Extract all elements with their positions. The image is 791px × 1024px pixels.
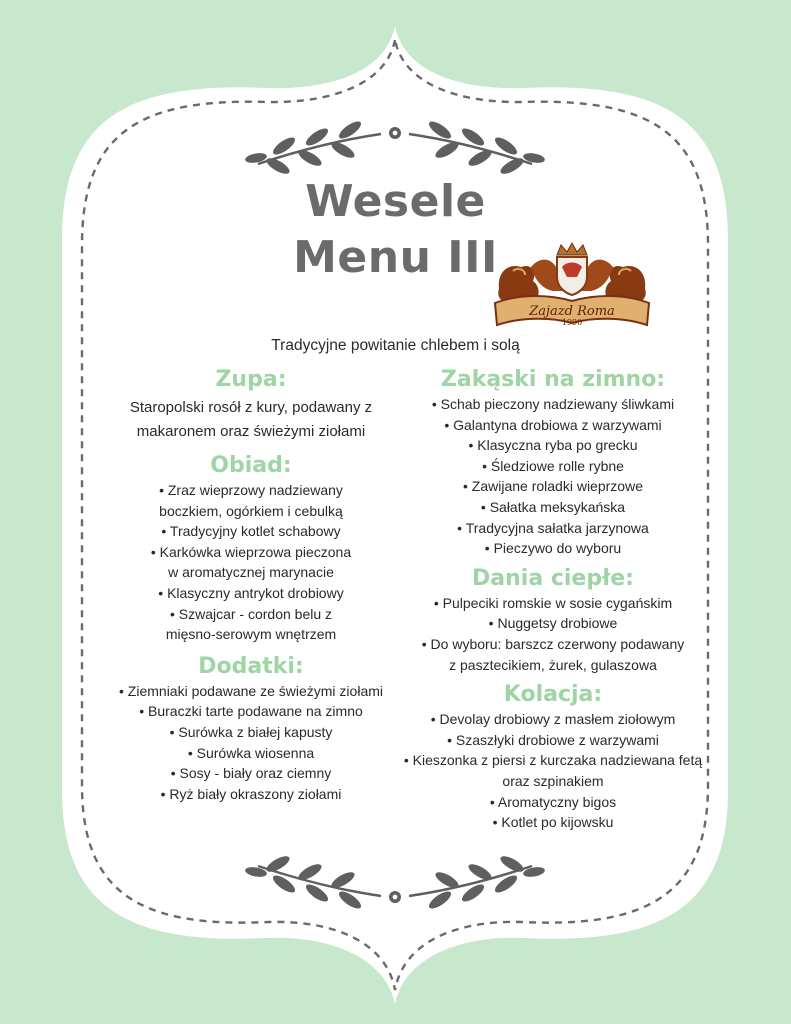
list-item: • Surówka z białej kapusty xyxy=(169,723,333,740)
list-item: • Do wyboru: barszcz czerwony podawany xyxy=(421,635,685,652)
list-item: • Zawijane roladki wieprzowe xyxy=(463,478,643,495)
section-kolacja xyxy=(388,681,718,833)
list-item: • Kotlet po kijowsku xyxy=(492,814,614,831)
list-item: • Schab pieczony nadziewany śliwkami xyxy=(431,396,675,412)
list-item: z pasztecikiem, żurek, gulaszowa xyxy=(449,656,657,673)
list-item: • Klasyczny antrykot drobiowy xyxy=(158,584,344,601)
section-title: Dodatki: xyxy=(198,653,304,679)
list-item: • Aromatyczny bigos xyxy=(489,793,617,810)
list-item: boczkiem, ogórkiem i cebulką xyxy=(159,502,343,519)
welcome-line: Tradycyjne powitanie chlebem i solą xyxy=(271,337,520,354)
list-item: • Śledziowe rolle rybne xyxy=(482,457,624,474)
menu-title-line2: Menu III xyxy=(293,232,498,283)
item-list xyxy=(101,681,401,805)
section-text xyxy=(101,396,401,444)
list-item: • Kieszonka z piersi z kurczaka nadziewana fetą xyxy=(403,752,703,769)
list-item: • Nuggetsy drobiowe xyxy=(488,615,618,632)
text-line: makaronem oraz świeżymi ziołami xyxy=(136,423,366,440)
list-item: • Galantyna drobiowa z warzywami xyxy=(444,416,662,433)
right-column xyxy=(388,366,718,839)
logo-year-text: 1990 xyxy=(561,318,583,327)
section-dania-cieple xyxy=(388,565,718,675)
list-item: • Ryż biały okraszony ziołami xyxy=(160,785,342,802)
section-zakaski xyxy=(388,366,718,559)
list-item: • Karkówka wieprzowa pieczona xyxy=(150,543,352,560)
list-item: • Ziemniaki podawane ze świeżymi ziołami xyxy=(119,682,383,699)
list-item: • Buraczki tarte podawane na zimno xyxy=(139,703,363,720)
crown xyxy=(557,243,587,255)
list-item: • Tradycyjna sałatka jarzynowa xyxy=(457,519,649,536)
section-title: Dania ciepłe: xyxy=(472,565,634,591)
list-item: • Pulpeciki romskie w sosie cygańskim xyxy=(433,594,673,611)
item-list xyxy=(388,394,718,559)
menu-title-line1: Wesele xyxy=(305,176,486,227)
list-item: mięsno-serowym wnętrzem xyxy=(165,626,337,643)
section-title: Zupa: xyxy=(215,367,287,392)
item-list xyxy=(388,593,718,675)
list-item: • Sałatka meksykańska xyxy=(480,498,626,515)
list-item: oraz szpinakiem xyxy=(502,772,604,789)
list-item: • Sosy - biały oraz ciemny xyxy=(170,765,332,782)
item-list xyxy=(388,709,718,833)
list-item: • Tradycyjny kotlet schabowy xyxy=(161,523,341,540)
logo-name-text: Zajazd Roma xyxy=(529,304,615,319)
text-line: Staropolski rosół z kury, podawany z xyxy=(129,399,373,416)
list-item: • Devolay drobiowy z masłem ziołowym xyxy=(430,711,676,728)
list-item: • Klasyczna ryba po grecku xyxy=(468,437,638,454)
section-title: Obiad: xyxy=(210,453,292,478)
section-title: Zakąski na zimno: xyxy=(440,367,666,392)
section-obiad xyxy=(101,452,401,645)
list-item: • Szwajcar - cordon belu z xyxy=(169,605,333,622)
list-item: • Szaszłyki drobiowe z warzywami xyxy=(447,731,659,748)
list-item: • Zraz wieprzowy nadziewany xyxy=(159,482,343,498)
list-item: w aromatycznej marynacie xyxy=(168,564,334,581)
crest-logo-icon xyxy=(491,241,653,331)
section-zupa xyxy=(101,366,401,444)
section-dodatki xyxy=(101,653,401,805)
item-list xyxy=(101,480,401,645)
left-column xyxy=(101,366,401,810)
section-title: Kolacja: xyxy=(503,682,603,708)
list-item: • Surówka wiosenna xyxy=(187,744,315,761)
list-item: • Pieczywo do wyboru xyxy=(484,540,622,557)
